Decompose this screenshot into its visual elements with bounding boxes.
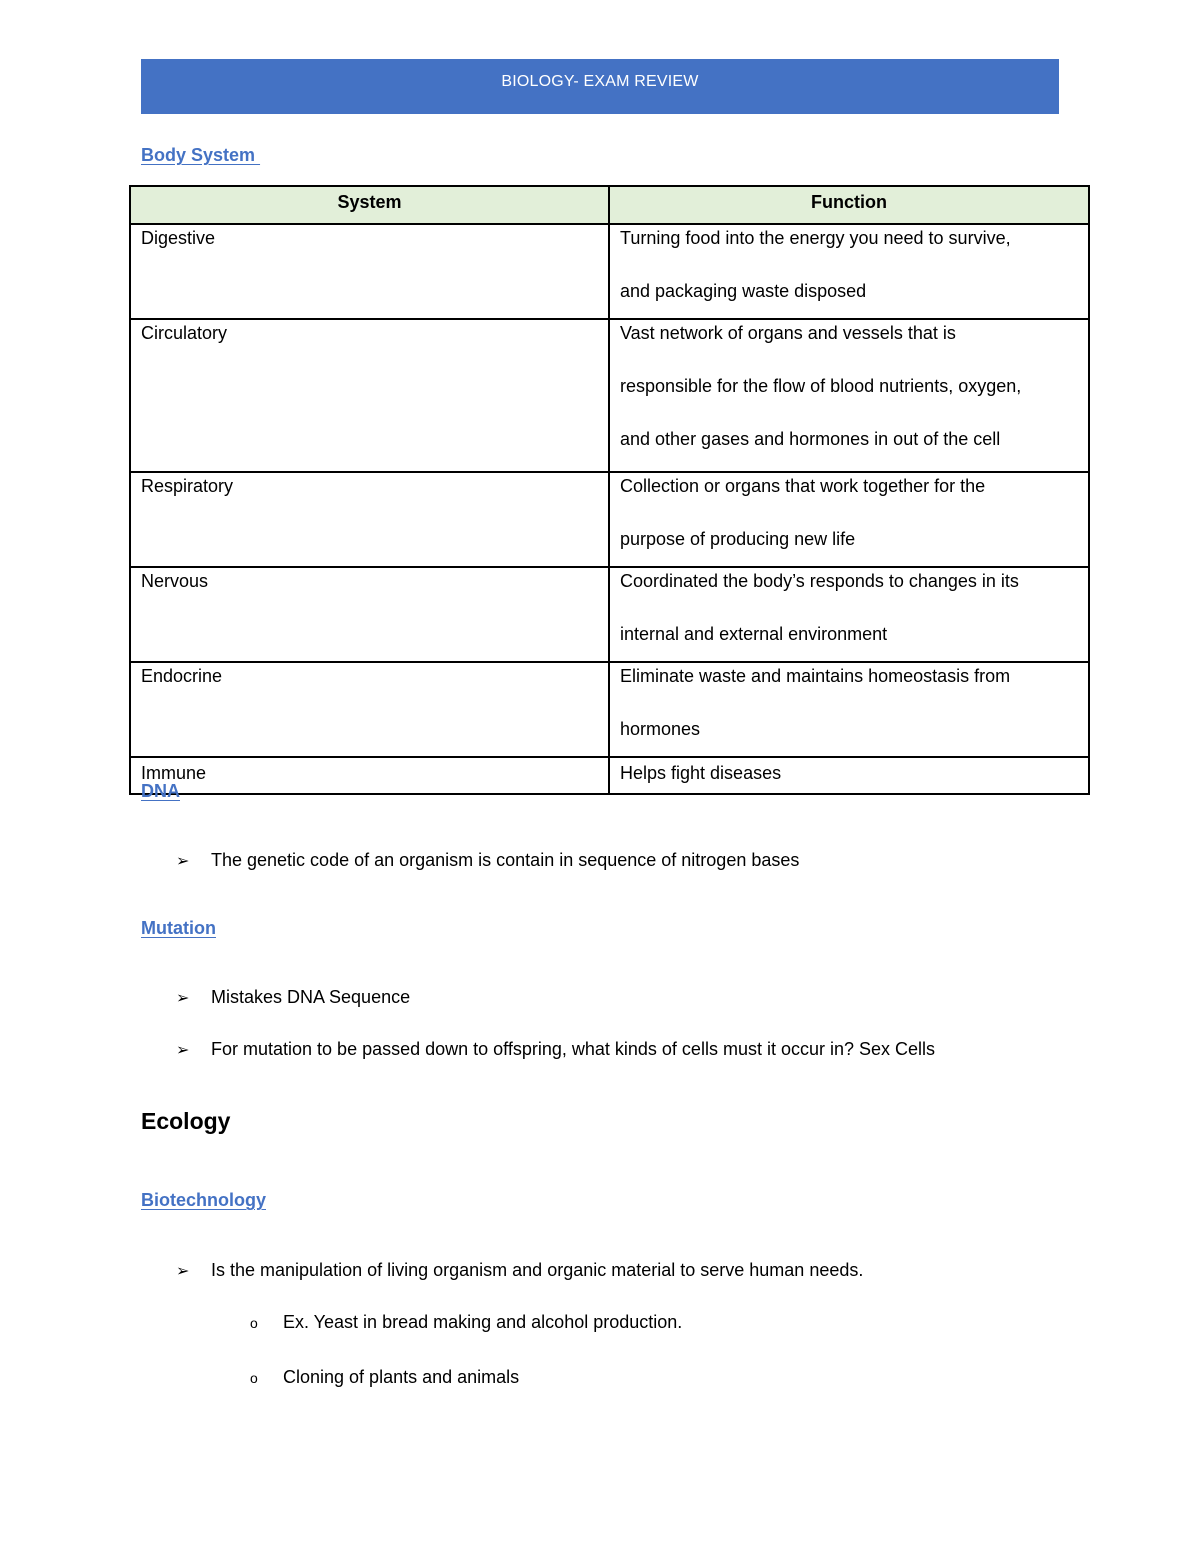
function-cell: Turning food into the energy you need to survive, and packaging waste disposed xyxy=(609,224,1089,319)
circle-bullet-icon: o xyxy=(250,1315,258,1331)
biotechnology-heading[interactable]: Biotechnology xyxy=(141,1190,266,1210)
arrow-bullet-icon: ➢ xyxy=(176,1263,190,1280)
sub-list-item: o Ex. Yeast in bread making and alcohol production. xyxy=(250,1312,683,1332)
table-row xyxy=(130,319,1089,472)
mutation-heading[interactable]: Mutation xyxy=(141,918,216,938)
function-cell: Coordinated the body’s responds to changes in its internal and external environment xyxy=(609,567,1089,662)
function-cell: Vast network of organs and vessels that is responsible for the flow of blood nutrients, oxygen, and other gases and hormones in out of the cell xyxy=(609,319,1089,472)
function-cell: Helps fight diseases xyxy=(609,757,1089,794)
list-item: ➢ Mistakes DNA Sequence xyxy=(176,987,411,1007)
table-row xyxy=(130,757,1089,794)
list-item: ➢ Is the manipulation of living organism and organic material to serve human needs. xyxy=(176,1260,864,1280)
system-cell: Immune xyxy=(130,757,609,794)
arrow-bullet-icon: ➢ xyxy=(176,853,190,870)
list-item: ➢ For mutation to be passed down to offspring, what kinds of cells must it occur in? Sex Cells xyxy=(176,1039,936,1059)
page-title: BIOLOGY- EXAM REVIEW xyxy=(501,73,699,90)
body-system-table xyxy=(129,185,1090,795)
table-row xyxy=(130,662,1089,757)
system-cell: Nervous xyxy=(130,567,609,662)
body-system-heading[interactable]: Body System xyxy=(141,145,261,165)
function-cell: Eliminate waste and maintains homeostasis from hormones xyxy=(609,662,1089,757)
sub-list-item: o Cloning of plants and animals xyxy=(250,1367,520,1387)
page-header-banner xyxy=(141,59,1059,114)
arrow-bullet-icon: ➢ xyxy=(176,1042,190,1059)
table-row xyxy=(130,472,1089,567)
column-header-system: System xyxy=(130,186,609,224)
system-cell: Circulatory xyxy=(130,319,609,472)
dna-heading[interactable]: DNA xyxy=(141,781,180,801)
system-cell: Endocrine xyxy=(130,662,609,757)
system-cell: Digestive xyxy=(130,224,609,319)
function-cell: Collection or organs that work together for the purpose of producing new life xyxy=(609,472,1089,567)
arrow-bullet-icon: ➢ xyxy=(176,990,190,1007)
circle-bullet-icon: o xyxy=(250,1370,258,1386)
column-header-function: Function xyxy=(609,186,1089,224)
table-row xyxy=(130,224,1089,319)
system-cell: Respiratory xyxy=(130,472,609,567)
ecology-heading: Ecology xyxy=(141,1108,231,1134)
table-row xyxy=(130,567,1089,662)
list-item: ➢ The genetic code of an organism is contain in sequence of nitrogen bases xyxy=(176,850,800,870)
